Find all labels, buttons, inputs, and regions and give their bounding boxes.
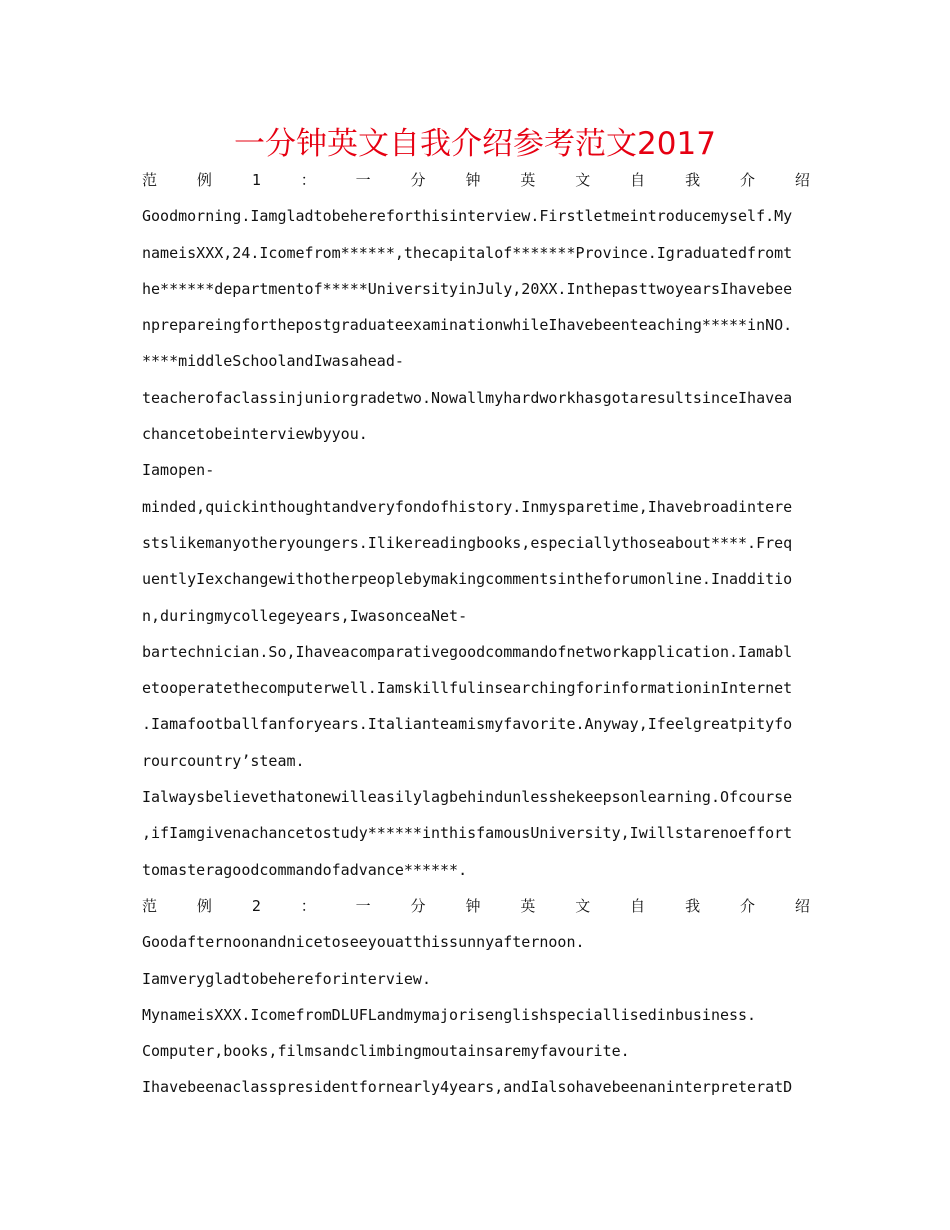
- text-line: .Iamafootballfanforyears.Italianteamismyfavorite.Anyway,Ifeelgreatpityfo: [142, 715, 793, 734]
- text-line: etooperatethecomputerwell.IamskillfulinsearchingforinformationinInternet: [142, 679, 793, 698]
- text-line: bartechnician.So,Ihaveacomparativegoodcommandofnetworkapplication.Iamabl: [142, 642, 793, 661]
- heading-char: 介: [739, 896, 755, 915]
- text-line: Ialwaysbelievethatonewilleasilylagbehindunlesshekeepsonlearning.Ofcourse: [142, 788, 793, 807]
- text-line: MynameisXXX.IcomefromDLUFLandmymajorisenglishspeciallisedinbusiness.: [142, 1005, 757, 1024]
- text-line: nameisXXX,24.Icomefrom******,thecapitalof*******Province.Igraduatedfromt: [142, 243, 793, 262]
- text-line: stslikemanyotheryoungers.Ilikereadingbooks,especiallythoseabout****.Freq: [142, 533, 793, 552]
- heading-char: 介: [739, 171, 755, 189]
- heading-char: 文: [575, 171, 591, 189]
- text-line: Goodafternoonandnicetoseeyouatthissunnyafternoon.: [142, 933, 585, 952]
- document-body: [142, 162, 810, 1106]
- heading-char: 一: [355, 171, 371, 189]
- section-heading-2: [142, 888, 810, 924]
- heading-char: 自: [630, 896, 646, 915]
- section-heading-1: [142, 162, 810, 198]
- text-line: Ihavebeenaclasspresidentfornearly4years,andIalsohavebeenaninterpreteratD: [142, 1078, 793, 1097]
- text-line: uentlyIexchangewithotherpeoplebymakingcommentsintheforumonline.Inadditio: [142, 570, 793, 589]
- heading-char: 范: [142, 896, 158, 915]
- text-line: chancetobeinterviewbyyou.: [142, 425, 368, 444]
- heading-char: 分: [410, 171, 426, 189]
- heading-char: 钟: [465, 896, 481, 915]
- text-line: Iamopen-: [142, 461, 215, 480]
- heading-char: 我: [685, 896, 701, 915]
- text-line: rourcountry’steam.: [142, 751, 305, 770]
- heading-char: 钟: [465, 171, 481, 189]
- heading-char: 英: [520, 896, 536, 915]
- heading-char: 我: [685, 171, 701, 189]
- heading-char: 例: [196, 896, 212, 915]
- heading-char: 一: [355, 896, 371, 915]
- heading-char: ：: [300, 896, 316, 915]
- text-line: Iamverygladtobehereforinterview.: [142, 969, 431, 988]
- heading-char: 英: [520, 171, 536, 189]
- text-line: ,ifIamgivenachancetostudy******inthisfamousUniversity,Iwillstarenoeffort: [142, 824, 793, 843]
- heading-char: 例: [196, 171, 212, 189]
- heading-char: 绍: [794, 171, 810, 189]
- heading-char: 自: [630, 171, 646, 189]
- heading-char: 范: [142, 171, 158, 189]
- text-line: n,duringmycollegeyears,IwasonceaNet-: [142, 606, 468, 625]
- heading-char: 分: [410, 896, 426, 915]
- text-line: tomasteragoodcommandofadvance******.: [142, 860, 468, 879]
- text-line: teacherofaclassinjuniorgradetwo.NowallmyhardworkhasgotaresultsinceIhavea: [142, 388, 793, 407]
- text-line: minded,quickinthoughtandveryfondofhistory.Inmysparetime,Ihavebroadintere: [142, 497, 793, 516]
- text-line: he******departmentof*****UniversityinJuly,20XX.InthepasttwoyearsIhavebee: [142, 279, 793, 298]
- heading-char: 文: [575, 896, 591, 915]
- heading-char: 绍: [794, 896, 810, 915]
- heading-char: 1: [251, 171, 261, 189]
- text-line: Goodmorning.Iamgladtobehereforthisinterview.Firstletmeintroducemyself.My: [142, 207, 793, 226]
- heading-char: ：: [300, 171, 316, 189]
- heading-char: 2: [251, 896, 261, 915]
- text-line: Computer,books,filmsandclimbingmoutainsaremyfavourite.: [142, 1042, 630, 1061]
- text-line: ****middleSchoolandIwasahead-: [142, 352, 404, 371]
- document-title: 一分钟英文自我介绍参考范文2017: [234, 126, 716, 162]
- text-line: nprepareingforthepostgraduateexaminationwhileIhavebeenteaching*****inNO.: [142, 316, 793, 335]
